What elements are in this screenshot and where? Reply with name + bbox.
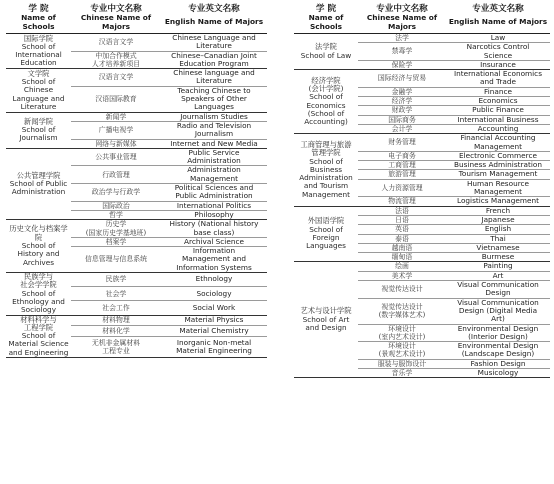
major-english-name-cell: International Economics and Trade <box>453 69 542 87</box>
major-english-name-cell: History (National history base class) <box>169 219 259 237</box>
left-table-body <box>6 34 267 358</box>
major-english-name-cell: Musicology <box>477 368 519 377</box>
major-english-name-cell: English <box>484 224 512 234</box>
school-name-cell: 法学院 School of Law <box>300 42 352 60</box>
major-chinese-name-cell: 禁毒学 <box>391 47 413 56</box>
major-chinese-name-cell: 越南语 <box>391 243 413 252</box>
major-chinese-name-cell: 档案学 <box>105 237 127 246</box>
major-english-name-cell: Environmental Design (Interior Design) <box>457 324 539 341</box>
major-english-name-cell: Economics <box>478 96 518 106</box>
table-row <box>294 134 550 152</box>
major-chinese-name-cell: 行政管理 <box>102 170 130 179</box>
major-chinese-name-cell: 视觉传达设计 (数字媒体艺术) <box>378 302 426 320</box>
school-name-cell: 历史文化与档案学院 School of History and Archives <box>9 224 68 267</box>
major-english-name-cell: Burmese <box>481 252 515 262</box>
major-chinese-name-cell: 国际政治 <box>102 201 130 210</box>
major-english-name-cell: Narcotics Control Science <box>466 42 530 60</box>
right-table-body <box>294 34 550 378</box>
major-english-name-cell: Tourism Management <box>458 169 538 179</box>
majors-table-left <box>6 3 267 358</box>
major-chinese-name-cell: 经济学 <box>391 97 413 106</box>
major-chinese-name-cell: 电子商务 <box>388 151 416 160</box>
major-chinese-name-cell: 英语 <box>395 225 409 234</box>
major-english-name-cell: Vietnamese <box>476 243 520 252</box>
left-majors-table-panel <box>6 3 267 358</box>
major-english-name-cell: Human Resource Management <box>466 179 530 197</box>
school-name-cell: 经济学院 (会计学院) School of Economics (School of Accounting) <box>304 75 348 127</box>
major-chinese-name-cell: 环境设计 (景观艺术设计) <box>378 342 426 359</box>
table-row <box>294 70 550 88</box>
major-english-name-cell: Chinese–Canadian Joint Education Program <box>171 51 257 68</box>
major-chinese-name-cell: 视觉传达设计 <box>381 285 423 294</box>
table-row <box>6 220 267 238</box>
major-english-name-cell: Fashion Design <box>470 359 526 368</box>
major-chinese-name-cell: 国际商务 <box>388 115 416 124</box>
major-english-name-cell: Logistics Management <box>457 196 539 206</box>
major-english-name-cell: Journalism Studies <box>180 112 248 121</box>
major-english-name-cell: Radio and Television Journalism <box>176 121 252 139</box>
table-row <box>6 315 267 326</box>
major-english-name-cell: Public Finance <box>472 105 524 115</box>
major-english-name-cell: Archival Science <box>184 237 244 246</box>
major-english-name-cell: Finance <box>484 87 512 96</box>
major-english-name-cell: Visual Communication Design <box>457 280 539 298</box>
major-chinese-name-cell: 美术学 <box>391 271 413 280</box>
major-english-name-cell: Inorganic Non-metal Material Engineering <box>176 337 252 356</box>
header-major-en-zh: 专业英文名称 <box>188 4 240 14</box>
major-chinese-name-cell: 财政学 <box>391 106 413 115</box>
major-chinese-name-cell: 保险学 <box>391 60 413 69</box>
header-school-en: Name of Schools <box>6 14 71 34</box>
school-name-cell: 新闻学院 School of Journalism <box>19 116 58 143</box>
major-chinese-name-cell: 汉语言文学 <box>98 73 134 82</box>
major-english-name-cell: Information Management and Information Systems <box>176 246 252 272</box>
major-chinese-name-cell: 国际经济与贸易 <box>377 74 427 83</box>
table-row <box>6 112 267 121</box>
school-name-cell: 民族学与 社会学学院 School of Ethnology and Sociology <box>12 272 65 315</box>
major-english-name-cell: Chinese Language and Literature <box>172 33 256 51</box>
majors-table-right <box>294 3 550 378</box>
major-chinese-name-cell: 会计学 <box>391 124 413 133</box>
major-english-name-cell: Chinese language and Literature <box>173 68 255 86</box>
header-major-zh-en: Chinese Name of Majors <box>358 14 446 34</box>
major-chinese-name-cell: 物流管理 <box>388 197 416 206</box>
major-chinese-name-cell: 中加合作模式 人才培养新项目 <box>91 51 141 68</box>
major-english-name-cell: Material Chemistry <box>179 326 249 336</box>
major-english-name-cell: Ethnology <box>195 274 233 284</box>
major-chinese-name-cell: 广播电视学 <box>98 126 134 135</box>
major-chinese-name-cell: 信息管理与信息系统 <box>84 255 147 264</box>
header-major-zh-zh: 专业中文名称 <box>90 4 142 14</box>
header-major-en-en: English Name of Majors <box>161 14 267 34</box>
major-english-name-cell: Administration Management <box>187 165 241 183</box>
major-english-name-cell: Visual Communication Design (Digital Media Art) <box>457 298 539 324</box>
major-english-name-cell: Environmental Design (Landscape Design) <box>457 341 539 359</box>
major-chinese-name-cell: 环境设计 (室内艺术设计) <box>378 324 426 341</box>
major-english-name-cell: Internet and New Media <box>170 139 258 148</box>
table-row <box>294 206 550 215</box>
major-english-name-cell: Art <box>492 271 504 280</box>
major-english-name-cell: Political Sciences and Public Administration <box>174 183 254 201</box>
school-name-cell: 工商管理与旅游 管理学院 School of Business Administration and Tourism Management <box>299 139 353 199</box>
major-chinese-name-cell: 工商管理 <box>388 161 416 170</box>
major-english-name-cell: Business Administration <box>454 160 542 170</box>
major-english-name-cell: Philosophy <box>194 210 234 219</box>
major-english-name-cell: Law <box>490 33 506 42</box>
major-chinese-name-cell: 历史学 (国家历史学基地班) <box>85 220 147 237</box>
major-chinese-name-cell: 法语 <box>395 206 409 215</box>
header-school-zh: 学 院 <box>315 4 337 14</box>
major-english-name-cell: International Business <box>457 115 539 124</box>
header-major-zh-zh: 专业中文名称 <box>376 4 428 14</box>
major-chinese-name-cell: 旅游管理 <box>388 170 416 179</box>
major-chinese-name-cell: 汉语言文学 <box>98 38 134 47</box>
major-chinese-name-cell: 网络与新媒体 <box>95 139 137 148</box>
header-major-en-zh: 专业英文名称 <box>472 4 524 14</box>
major-chinese-name-cell: 音乐学 <box>391 368 413 377</box>
major-english-name-cell: Japanese <box>481 215 515 224</box>
school-name-cell: 国际学院 School of International Education <box>15 33 62 68</box>
school-name-cell: 材料科学与 工程学院 School of Material Science and Engineering <box>8 315 69 357</box>
major-english-name-cell: Material Physics <box>184 315 244 325</box>
major-english-name-cell: Teaching Chinese to Speakers of Other Languages <box>177 86 251 112</box>
table-row <box>6 34 267 52</box>
major-chinese-name-cell: 政治学与行政学 <box>91 188 141 197</box>
major-chinese-name-cell: 哲学 <box>109 210 123 219</box>
table-row <box>294 262 550 271</box>
major-english-name-cell: Sociology <box>196 288 232 298</box>
major-chinese-name-cell: 服装与服饰设计 <box>377 359 427 368</box>
header-school-en: Name of Schools <box>294 14 358 34</box>
major-english-name-cell: Painting <box>483 261 513 271</box>
right-majors-table-panel <box>294 3 550 378</box>
major-chinese-name-cell: 财务管理 <box>388 138 416 147</box>
header-major-en-en: English Name of Majors <box>446 14 550 34</box>
school-name-cell: 艺术与设计学院 School of Art and Design <box>300 306 352 332</box>
major-english-name-cell: Accounting <box>477 124 519 133</box>
major-chinese-name-cell: 汉语国际教育 <box>95 95 137 104</box>
major-chinese-name-cell: 金融学 <box>391 87 413 96</box>
major-chinese-name-cell: 无机非金属材料 工程专业 <box>91 338 141 356</box>
school-name-cell: 公共管理学院 School of Public Administration <box>9 170 68 197</box>
major-english-name-cell: Thai <box>490 234 506 243</box>
table-row <box>6 273 267 287</box>
major-chinese-name-cell: 缅甸语 <box>391 253 413 262</box>
table-row <box>294 34 550 43</box>
major-chinese-name-cell: 绘画 <box>395 262 409 271</box>
header-major-zh-en: Chinese Name of Majors <box>71 14 161 34</box>
major-chinese-name-cell: 新闻学 <box>105 112 127 121</box>
major-english-name-cell: Electronic Commerce <box>459 151 537 160</box>
major-english-name-cell: Insurance <box>480 60 516 69</box>
major-chinese-name-cell: 社会学 <box>105 289 127 298</box>
major-english-name-cell: International Politics <box>176 201 252 210</box>
header-school-zh: 学 院 <box>28 4 49 14</box>
school-name-cell: 外国语学院 School of Foreign Languages <box>306 216 346 251</box>
school-name-cell: 文学院 School of Chinese Language and Literature <box>12 68 65 111</box>
major-chinese-name-cell: 泰语 <box>395 234 409 243</box>
major-chinese-name-cell: 材料物理 <box>102 316 130 325</box>
major-chinese-name-cell: 法学 <box>395 34 409 42</box>
table-row <box>6 69 267 87</box>
major-english-name-cell: French <box>485 206 511 215</box>
major-chinese-name-cell: 人力资源管理 <box>381 183 423 192</box>
major-chinese-name-cell: 材料化学 <box>102 327 130 336</box>
major-chinese-name-cell: 日语 <box>395 215 409 224</box>
major-chinese-name-cell: 社会工作 <box>102 303 130 312</box>
major-english-name-cell: Financial Accounting Management <box>460 133 536 151</box>
major-chinese-name-cell: 公共事业管理 <box>95 153 137 161</box>
major-english-name-cell: Public Service Administration <box>187 148 241 166</box>
major-english-name-cell: Social Work <box>192 302 236 312</box>
major-chinese-name-cell: 民族学 <box>105 275 127 284</box>
table-row <box>6 148 267 166</box>
